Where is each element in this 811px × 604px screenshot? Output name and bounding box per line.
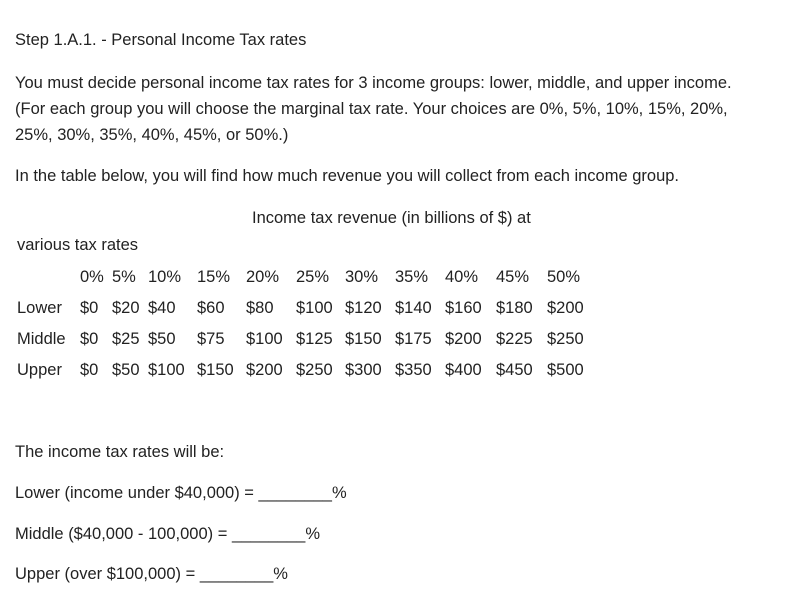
table-caption-line-2: various tax rates [17, 236, 139, 254]
row-label-upper: Upper [17, 361, 62, 379]
answer-upper-blank[interactable]: ________ [199, 565, 274, 583]
table-cell: $200 [547, 299, 584, 317]
table-cell: $350 [395, 361, 432, 379]
rate-header: 25% [296, 268, 330, 286]
table-cell: $250 [547, 330, 584, 348]
table-cell: $0 [80, 361, 99, 379]
table-cell: $100 [296, 299, 333, 317]
rates-heading: The income tax rates will be: [15, 443, 225, 461]
table-cell: $0 [80, 330, 99, 348]
table-cell: $500 [547, 361, 584, 379]
intro-line-2: (For each group you will choose the marginal tax rate. Your choices are 0%, 5%, 10%, 15%, 20%, [15, 100, 728, 118]
table-cell: $40 [148, 299, 176, 317]
table-cell: $100 [246, 330, 283, 348]
table-cell: $180 [496, 299, 533, 317]
table-cell: $300 [345, 361, 382, 379]
rate-header: 40% [445, 268, 479, 286]
answer-middle-suffix: % [305, 525, 321, 543]
table-cell: $140 [395, 299, 432, 317]
table-cell: $75 [197, 330, 225, 348]
answer-lower-blank[interactable]: ________ [258, 484, 332, 502]
answer-middle [15, 525, 320, 544]
table-cell: $160 [445, 299, 482, 317]
rate-header: 20% [246, 268, 280, 286]
rate-header: 45% [496, 268, 530, 286]
answer-middle-label: Middle ($40,000 - 100,000) = [15, 525, 232, 543]
rate-header: 15% [197, 268, 231, 286]
table-cell: $450 [496, 361, 533, 379]
table-cell: $50 [112, 361, 140, 379]
table-cell: $175 [395, 330, 432, 348]
table-intro: In the table below, you will find how much revenue you will collect from each income group. [15, 167, 680, 185]
rate-header: 30% [345, 268, 379, 286]
table-cell: $120 [345, 299, 382, 317]
rate-header: 50% [547, 268, 581, 286]
intro-paragraph [15, 70, 800, 148]
table-cell: $200 [445, 330, 482, 348]
answer-middle-blank[interactable]: ________ [231, 525, 306, 543]
table-cell: $400 [445, 361, 482, 379]
answer-lower-suffix: % [331, 484, 347, 502]
rate-header: 0% [80, 268, 104, 286]
rate-header: 35% [395, 268, 429, 286]
table-cell: $20 [112, 299, 140, 317]
step-title: Step 1.A.1. - Personal Income Tax rates [15, 31, 307, 49]
table-cell: $80 [246, 299, 274, 317]
table-cell: $25 [112, 330, 140, 348]
table-cell: $125 [296, 330, 333, 348]
table-caption-line-1: Income tax revenue (in billions of $) at [252, 209, 531, 227]
table-cell: $150 [197, 361, 234, 379]
table-cell: $150 [345, 330, 382, 348]
rate-header: 5% [112, 268, 136, 286]
answer-lower-label: Lower (income under $40,000) = [15, 484, 259, 502]
table-cell: $60 [197, 299, 225, 317]
table-cell: $50 [148, 330, 176, 348]
answer-lower [15, 484, 347, 503]
rate-header: 10% [148, 268, 182, 286]
table-cell: $0 [80, 299, 99, 317]
row-label-lower: Lower [17, 299, 62, 317]
table-cell: $200 [246, 361, 283, 379]
answer-upper [15, 565, 288, 584]
answer-upper-suffix: % [273, 565, 288, 583]
table-cell: $250 [296, 361, 333, 379]
table-cell: $100 [148, 361, 185, 379]
table-cell: $225 [496, 330, 533, 348]
row-label-middle: Middle [17, 330, 66, 348]
answer-upper-label: Upper (over $100,000) = [15, 565, 200, 583]
intro-line-1: You must decide personal income tax rates for 3 income groups: lower, middle, and upper income. [15, 74, 732, 92]
intro-line-3: 25%, 30%, 35%, 40%, 45%, or 50%.) [15, 126, 289, 144]
